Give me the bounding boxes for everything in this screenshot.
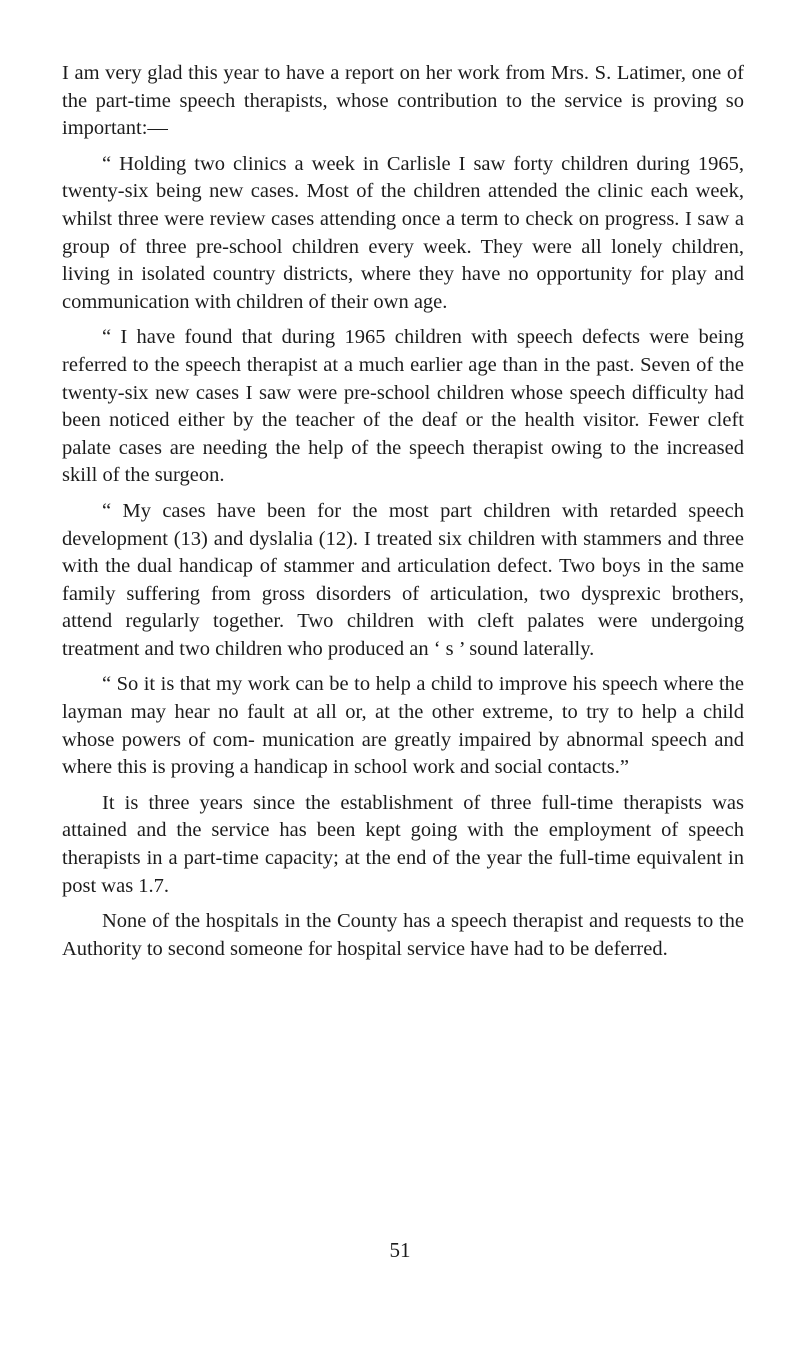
paragraph-clinics: “ Holding two clinics a week in Carlisle I saw forty children during 1965, twenty-six being new cases. Most of the children attended the clinic each week, whilst three were review cases attending once a term to check on progress. I saw a group of three pre-school children every week. They were all lonely children, living in isolated country districts, where they have no opportunity for play and communication with children of their own age. [62,152,744,313]
paragraph-cases: “ My cases have been for the most part children with retarded speech development (13) and dyslalia (12). I treated six children with stammers and three with the dual handicap of stammer and articulation defect. Two boys in the same family suffering from gross disorders of articulation, two dysprexic brothers, attend regularly together. Two children with cleft palates were undergoing treatment and two children who produced an ‘ s ’ sound laterally. [62,499,744,660]
page-number: 51 [389,1238,411,1262]
paragraph-work: “ So it is that my work can be to help a child to improve his speech where the layman may hear no fault at all or, at the other extreme, to try to help a child whose powers of com- munication are greatly impaired by abnormal speech and where this is proving a handicap in school work and social contacts.” [62,673,744,779]
paragraph-staffing: It is three years since the establishment of three full-time therapists was attained and the service has been kept going with the employment of speech therapists in a part-time capacity; at the end of the year the full-time equivalent in post was 1.7. [62,791,744,897]
paragraph-hospitals: None of the hospitals in the County has a speech therapist and requests to the Authority to second someone for hospital service have had to be deferred. [62,910,744,960]
paragraph-referrals: “ I have found that during 1965 children with speech defects were being referred to the speech therapist at a much earlier age than in the past. Seven of the twenty-six new cases I saw were pre-school children whose speech difficulty had been noticed either by the teacher of the deaf or the health visitor. Fewer cleft palate cases are needing the help of the speech therapist owing to the increased skill of the surgeon. [62,326,744,487]
paragraph-intro: I am very glad this year to have a report on her work from Mrs. S. Latimer, one of the part-time speech therapists, whose contribution to the service is proving so important:— [62,62,744,140]
document-body [62,60,744,971]
